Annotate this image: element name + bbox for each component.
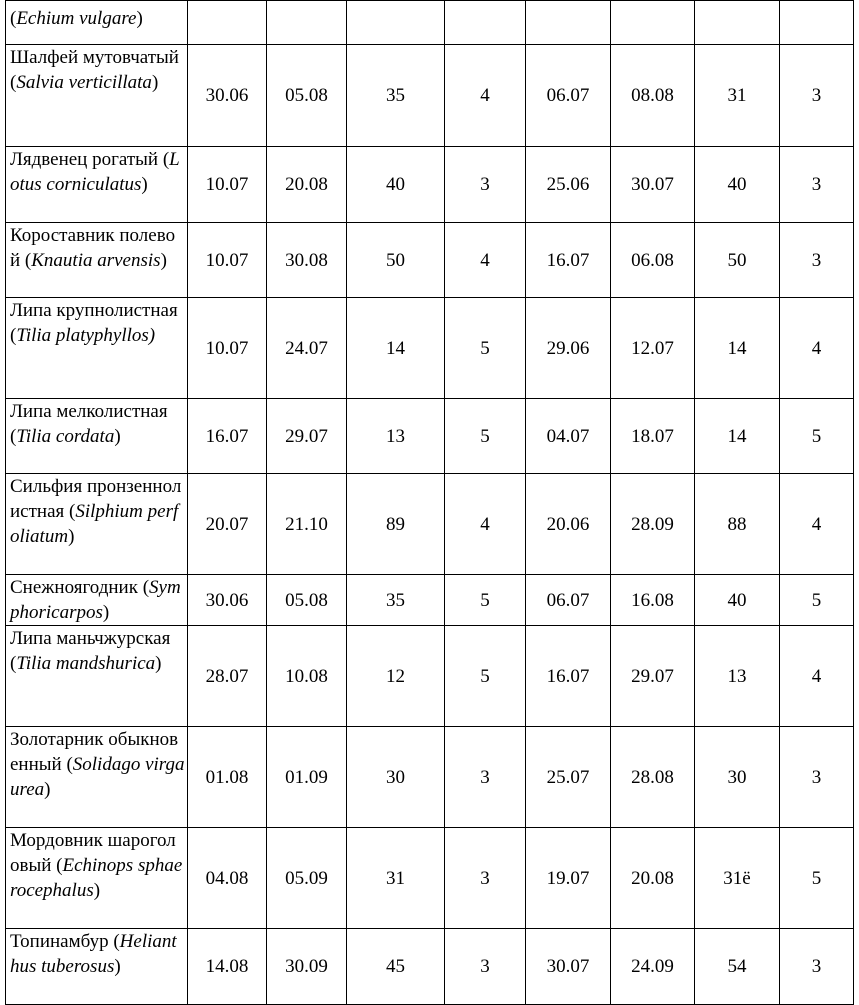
value-cell: 4 <box>445 223 526 298</box>
value-cell: 50 <box>347 223 445 298</box>
table-row <box>6 45 854 147</box>
value-cell: 05.08 <box>267 45 347 147</box>
value-cell: 3 <box>780 147 854 223</box>
value-cell: 30.06 <box>188 575 267 626</box>
value-cell: 3 <box>445 727 526 828</box>
value-cell: 06.07 <box>526 575 611 626</box>
plant-name-cell: Лядвенец рогатый (Lotus corniculatus) <box>6 147 188 223</box>
plant-name-cell: Сильфия пронзеннолистная (Silphium perfoliatum) <box>6 474 188 575</box>
value-cell: 3 <box>780 929 854 1005</box>
table-row <box>6 828 854 929</box>
value-cell: 30 <box>347 727 445 828</box>
value-cell: 10.08 <box>267 626 347 727</box>
value-cell: 10.07 <box>188 298 267 399</box>
value-cell: 16.08 <box>611 575 695 626</box>
plant-name-cell: Липа крупнолистная (Tilia platyphyllos) <box>6 298 188 399</box>
value-cell: 10.07 <box>188 147 267 223</box>
value-cell: 06.07 <box>526 45 611 147</box>
value-cell: 3 <box>780 727 854 828</box>
value-cell: 05.08 <box>267 575 347 626</box>
value-cell: 30 <box>695 727 780 828</box>
table-row <box>6 147 854 223</box>
value-cell: 31ё <box>695 828 780 929</box>
value-cell <box>695 1 780 45</box>
value-cell <box>780 1 854 45</box>
table-row <box>6 727 854 828</box>
value-cell: 4 <box>780 626 854 727</box>
value-cell: 20.08 <box>267 147 347 223</box>
value-cell: 4 <box>445 45 526 147</box>
plant-name-cell: Топинамбур (Helianthus tuberosus) <box>6 929 188 1005</box>
value-cell: 45 <box>347 929 445 1005</box>
value-cell: 08.08 <box>611 45 695 147</box>
value-cell: 04.07 <box>526 399 611 474</box>
value-cell: 30.07 <box>611 147 695 223</box>
value-cell: 06.08 <box>611 223 695 298</box>
value-cell <box>526 1 611 45</box>
value-cell: 13 <box>695 626 780 727</box>
value-cell <box>347 1 445 45</box>
plant-name-cell: (Echium vulgare) <box>6 1 188 45</box>
value-cell: 12 <box>347 626 445 727</box>
value-cell: 5 <box>445 575 526 626</box>
value-cell: 14 <box>347 298 445 399</box>
value-cell: 3 <box>445 828 526 929</box>
value-cell: 12.07 <box>611 298 695 399</box>
value-cell: 29.07 <box>611 626 695 727</box>
table-row <box>6 1 854 45</box>
value-cell: 4 <box>780 474 854 575</box>
value-cell: 18.07 <box>611 399 695 474</box>
plant-name-cell: Снежноягодник (Symphoricarpos) <box>6 575 188 626</box>
table-row <box>6 929 854 1005</box>
value-cell: 89 <box>347 474 445 575</box>
table-body <box>6 1 854 1005</box>
plant-name-cell: Липа мелколистная (Tilia cordata) <box>6 399 188 474</box>
value-cell: 30.07 <box>526 929 611 1005</box>
value-cell: 16.07 <box>526 626 611 727</box>
value-cell: 54 <box>695 929 780 1005</box>
value-cell: 21.10 <box>267 474 347 575</box>
plant-name-cell: Короставник полевой (Knautia arvensis) <box>6 223 188 298</box>
value-cell: 28.09 <box>611 474 695 575</box>
value-cell: 20.07 <box>188 474 267 575</box>
value-cell: 01.08 <box>188 727 267 828</box>
value-cell <box>267 1 347 45</box>
value-cell: 01.09 <box>267 727 347 828</box>
value-cell: 16.07 <box>188 399 267 474</box>
value-cell <box>611 1 695 45</box>
value-cell: 20.08 <box>611 828 695 929</box>
value-cell: 35 <box>347 575 445 626</box>
value-cell: 29.07 <box>267 399 347 474</box>
value-cell: 28.07 <box>188 626 267 727</box>
value-cell: 10.07 <box>188 223 267 298</box>
value-cell: 30.06 <box>188 45 267 147</box>
value-cell: 29.06 <box>526 298 611 399</box>
value-cell: 5 <box>445 399 526 474</box>
value-cell: 19.07 <box>526 828 611 929</box>
value-cell: 3 <box>780 45 854 147</box>
value-cell: 88 <box>695 474 780 575</box>
value-cell: 04.08 <box>188 828 267 929</box>
plant-name-cell: Золотарник обыкновенный (Solidago virgaurea) <box>6 727 188 828</box>
value-cell: 25.07 <box>526 727 611 828</box>
table-row <box>6 626 854 727</box>
value-cell: 40 <box>695 147 780 223</box>
value-cell: 5 <box>445 626 526 727</box>
value-cell: 35 <box>347 45 445 147</box>
plant-flowering-table <box>5 0 854 1005</box>
value-cell: 14 <box>695 298 780 399</box>
table-row <box>6 474 854 575</box>
value-cell: 05.09 <box>267 828 347 929</box>
value-cell: 31 <box>695 45 780 147</box>
plant-name-cell: Шалфей мутовчатый (Salvia verticillata) <box>6 45 188 147</box>
value-cell: 5 <box>780 575 854 626</box>
value-cell: 30.09 <box>267 929 347 1005</box>
table-row <box>6 575 854 626</box>
value-cell: 3 <box>780 223 854 298</box>
value-cell: 4 <box>445 474 526 575</box>
value-cell: 28.08 <box>611 727 695 828</box>
value-cell: 20.06 <box>526 474 611 575</box>
value-cell: 14.08 <box>188 929 267 1005</box>
value-cell: 3 <box>445 147 526 223</box>
value-cell: 24.09 <box>611 929 695 1005</box>
value-cell: 40 <box>695 575 780 626</box>
value-cell: 25.06 <box>526 147 611 223</box>
value-cell: 5 <box>780 399 854 474</box>
value-cell: 16.07 <box>526 223 611 298</box>
value-cell: 14 <box>695 399 780 474</box>
value-cell <box>188 1 267 45</box>
value-cell: 13 <box>347 399 445 474</box>
table-row <box>6 223 854 298</box>
value-cell: 24.07 <box>267 298 347 399</box>
plant-name-cell: Липа маньчжурская (Tilia mandshurica) <box>6 626 188 727</box>
value-cell: 31 <box>347 828 445 929</box>
value-cell: 3 <box>445 929 526 1005</box>
table-row <box>6 399 854 474</box>
value-cell: 5 <box>780 828 854 929</box>
table-row <box>6 298 854 399</box>
value-cell: 30.08 <box>267 223 347 298</box>
value-cell <box>445 1 526 45</box>
value-cell: 4 <box>780 298 854 399</box>
value-cell: 50 <box>695 223 780 298</box>
value-cell: 5 <box>445 298 526 399</box>
value-cell: 40 <box>347 147 445 223</box>
plant-name-cell: Мордовник шароголовый (Echinops sphaerocephalus) <box>6 828 188 929</box>
